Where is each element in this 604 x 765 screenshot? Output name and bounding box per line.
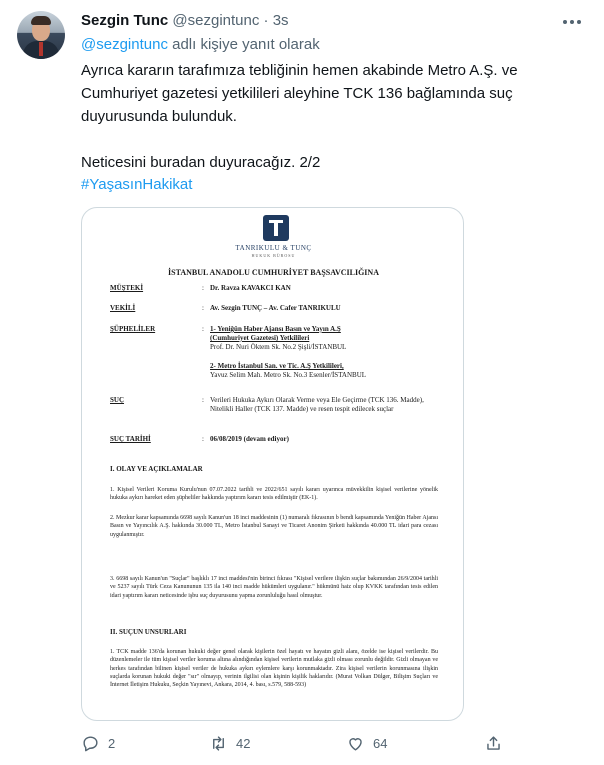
tweet-text-line: Ayrıca kararın tarafımıza tebliğinin hemen akabinde Metro A.Ş. ve — [81, 62, 518, 79]
field-label: MÜŞTEKİ — [110, 284, 144, 292]
section-heading: I. OLAY VE AÇIKLAMALAR — [110, 465, 203, 473]
reply-mention[interactable]: @sezgintunc — [81, 36, 168, 53]
field-label: ŞÜPHELİLER — [110, 325, 156, 333]
document-paragraph: 2. Mezkur karar kapsamında 6698 sayılı Kanun'un 18 inci maddesinin (1) numaralı fıkrasının b bendi kapsamında Yeniğün Haber Ajansı Basın ve Yayıncılık A.Ş. hakkında 30.000 TL, Metro İstanbul Sanayi ve Ticaret Anonim Şirketi hakkında 40.000 TL idari para cezası uygulanmıştır. — [110, 515, 439, 538]
section-heading: II. SUÇUN UNSURLARI — [110, 628, 187, 636]
field-value: Av. Sezgin TUNÇ – Av. Cafer TANRIKULU — [210, 304, 341, 312]
reply-context — [81, 36, 320, 53]
more-options-icon[interactable] — [560, 14, 584, 30]
legal-document: TANRIKULU & TUNÇ HUKUK BÜROSU İSTANBUL ANADOLU CUMHURİYET BAŞSAVCILIĞINA MÜŞTEKİ : Dr. Ravza KAVAKCI KAN VEKİLİ : Av. Sezgin TUNÇ – Av. Cafer TANRIKULU ŞÜPHELİLER : 1- Yeniğün Haber Ajansı Basın ve Yayın A.Ş (Cumhuriyet Gazetesi) Yetkilileri Prof. Dr. Nuri Öktem Sk. No.2 Şişli/İSTANBUL 2- Metro İstanbul San. ve Tic. A.Ş Yetkilileri, Yavuz Selim Mah. Metro Sk. No.3 Esenler/İSTANBUL SUÇ : Verileri Hukuka Aykırı Olarak Verme veya Ele Geçirme (TCK 136. Madde), Nitelikli Haller (TCK 137. Madde) ve resen tespit edilecek suçlar SUÇ TARİHİ : 06/08/2019 (devam ediyor) I. OLAY VE AÇIKLAMALAR 1. Kişisel Verileri Koruma Kurulu'nun 07.07.2022 tarihli ve 2022/651 sayılı kararı uyarınca müvekkilin kişisel verilerine yönelik hukuka aykırı hareket eden şüpheliler hakkında yaptırım kararı tesis edilmiştir (EK-1). 2. Mezkur karar kapsamında 6698 sayılı Kanun'un 18 inci maddesinin (1) numaralı fıkrasının b bendi kapsamında Yeniğün Haber Ajansı Basın ve Yayıncılık A.Ş. hakkında 30.000 TL, Metro İstanbul Sanayi ve Ticaret Anonim Şirketi hakkında 40.000 TL idari para cezası uygulanmıştır. 3. 6698 sayılı Kanun'un "Suçlar" başlıklı 17 inci maddesi'nin birinci fıkrası "Kişisel verilere ilişkin suçlar bakımından 26/9/2004 tarihli ve 5237 sayılı Türk Ceza Kanununun 135 ila 140 inci madde hükümleri uygulanır." hükmünü haiz olup KVKK tarafından tesis edilen idari yaptırım kararı neticesinde işbu suç duyurusunu yapma zorunluluğu hasıl olmuştur. II. SUÇUN UNSURLARI 1. TCK madde 136'da korunan hukuki değer genel olarak kişilerin özel hayatı ve hayatın gizli alanı, özelde ise kişisel verilerdir. Bu düzenlemeler ile tüm kişisel veriler koruma altına alındığından kişisel verilerin mutlaka gizli olması zorunlu değildir. Gizli olmayan ve herkes tarafından bilinen kişisel veriler de hukuka aykırı eylemlere karşı korunmaktadır. Zira kişisel verilerin korunmasına ilişkin suçlarda korunan hukuki değer "sır" olmayıp, verinin ilgilisi olan kişinin kişilik haklarıdır. (Murat Volkan Dülger, Bilişim Suçları ve İnternet İletişim Hukuku, Seçkin Yayınevi, Ankara, 2014, 4. bası, s.579, 588-593) — [82, 208, 464, 721]
document-paragraph: 1. TCK madde 136'da korunan hukuki değer genel olarak kişilerin özel hayatı ve hayatın gizli alanı, özelde ise kişisel verilerdir. Bu düzenlemeler ile tüm kişisel veriler koruma altına alındığından kişisel verilerin mutlaka gizli olması zorunlu değildir. Gizli olmayan ve herkes tarafından bilinen kişisel veriler de hukuka aykırı eylemlere karşı korunmaktadır. Zira kişisel verilerin korunmasına ilişkin suçlarda korunan hukuki değer "sır" olmayıp, verinin ilgilisi olan kişinin kişilik haklarıdır. (Murat Volkan Dülger, Bilişim Suçları ve İnternet İletişim Hukuku, Seçkin Yayınevi, Ankara, 2014, 4. bası, s.579, 588-593) — [110, 649, 438, 689]
field-label: SUÇ TARİHİ — [110, 435, 151, 443]
heart-icon — [346, 734, 365, 753]
like-count: 64 — [373, 735, 388, 751]
author-name[interactable]: Sezgin Tunc — [81, 12, 169, 29]
timestamp[interactable]: 3s — [272, 12, 289, 29]
tweet-text-line: duyurusunda bulunduk. — [81, 108, 237, 125]
separator-dot: · — [263, 12, 269, 29]
field-label: SUÇ — [110, 396, 125, 404]
retweet-icon — [209, 734, 228, 753]
tweet-actions — [81, 733, 521, 753]
tweet-text — [81, 59, 581, 174]
tweet-text-line: Cumhuriyet gazetesi yetkilileri aleyhine TCK 136 bağlamında suç — [81, 85, 513, 102]
document-paragraph: 3. 6698 sayılı Kanun'un "Suçlar" başlıklı 17 inci maddesi'nin birinci fıkrası "Kişisel verilere ilişkin suçlar bakımından 26/9/2004 tarihli ve 5237 sayılı Türk Ceza Kanununun 135 ila 140 inci madde hükümleri uygulanır." hükmünü haiz olup KVKK tarafından tesis edilen idari yaptırım kararı neticesinde işbu suç duyurusunu yapma zorunluluğu hasıl olmuştur. — [110, 576, 438, 599]
avatar[interactable] — [17, 11, 65, 59]
field-value: 06/08/2019 (devam ediyor) — [210, 435, 289, 443]
reply-icon — [81, 734, 100, 753]
like-button[interactable] — [346, 733, 387, 753]
field-value: Dr. Ravza KAVAKCI KAN — [210, 284, 291, 292]
tweet-header — [81, 12, 289, 29]
retweet-count: 42 — [236, 735, 251, 751]
attached-image[interactable] — [81, 207, 464, 721]
retweet-button[interactable] — [209, 733, 250, 753]
tweet-text-line: Neticesini buradan duyuracağız. 2/2 — [81, 154, 321, 171]
firm-name: TANRIKULU & TUNÇ — [235, 244, 312, 252]
document-title: İSTANBUL ANADOLU CUMHURİYET BAŞSAVCILIĞINA — [168, 268, 379, 277]
reply-button[interactable] — [81, 733, 115, 753]
firm-logo-icon — [263, 215, 289, 241]
document-paragraph: 1. Kişisel Verileri Koruma Kurulu'nun 07.07.2022 tarihli ve 2022/651 sayılı kararı uyarınca müvekkilin kişisel verilerine yönelik hukuka aykırı hareket eden şüpheliler hakkında yaptırım kararı tesis edilmiştir (EK-1). — [110, 487, 438, 502]
field-value: Verileri Hukuka Aykırı Olarak Verme veya Ele Geçirme (TCK 136. Madde), Nitelikli Haller (TCK 137. Madde) ve resen tespit edilecek suçlar — [210, 396, 424, 413]
reply-suffix: adlı kişiye yanıt olarak — [167, 36, 320, 53]
author-handle[interactable]: @sezgintunc — [172, 12, 260, 29]
share-icon — [484, 734, 503, 753]
field-label: VEKİLİ — [110, 304, 136, 312]
firm-subtitle: HUKUK BÜROSU — [251, 253, 296, 258]
hashtag-link[interactable]: #YaşasınHakikat — [81, 176, 193, 193]
reply-count: 2 — [108, 735, 116, 751]
share-button[interactable] — [484, 733, 503, 753]
